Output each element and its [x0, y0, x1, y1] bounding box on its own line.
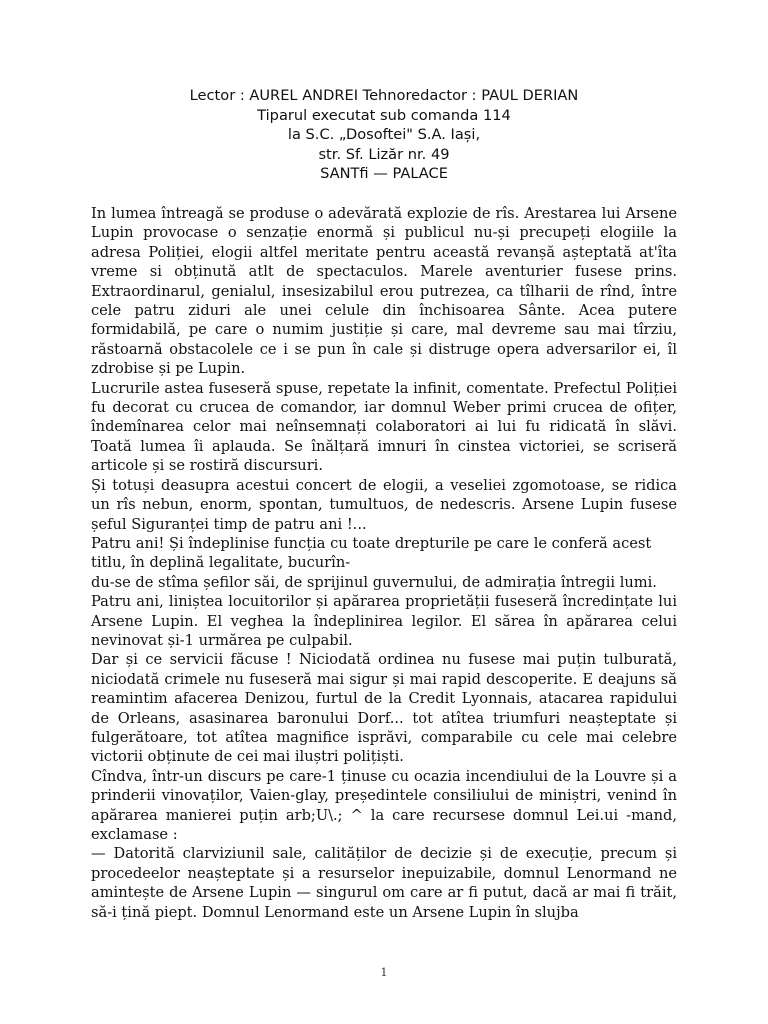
body-text — [91, 204, 677, 922]
paragraph: In lumea întreagă se produse o adevărată explozie de rîs. Arestarea lui Arsene Lupin provocase o senzație enormă și publicul nu-și precupeți elogiile la adresa Poliției, elogii altfel meritate pentru această revanșă așteptată at'îta vreme si obținută atlt de spectaculos. Marele aventurier fusese prins. Extraordinarul, genialul, insesizabilul erou putrezea, ca tîlharii de rînd, între cele patru ziduri ale unei celule din închisoarea Sânte. Acea putere formidabilă, pe care o numim justiție și care, mal devreme sau mai tîrziu, răstoarnă obstacolele ce i se pun în cale și distruge opera adversarilor ei, îl zdrobise și pe Lupin. — [91, 205, 677, 378]
credits-line-editors: Lector : AUREL ANDREI Tehnoredactor : PAUL DERIAN — [189, 87, 579, 104]
paragraph: Patru ani! Și îndeplinise funcția cu toate drepturile pe care le conferă acest titlu, în deplină legalitate, bucurîn- — [91, 534, 652, 572]
chapter-title: SANTfi — PALACE — [320, 165, 448, 183]
page-number: 1 — [380, 966, 388, 979]
paragraph: Dar și ce servicii făcuse ! Niciodată ordinea nu fusese mai puțin tulburată, niciodată crimele nu fuseseră mai sigur și mai rapid descoperite. E deajuns să reamintim afacerea Denizou, furtul de la Credit Lyonnais, atacarea rapidului de Orleans, asasinarea baronului Dorf... tot atîtea triumfuri neașteptate și fulgerătoare, tot atîtea magnifice isprăvi, comparabile cu cele mai celebre victorii obținute de cei mai iluștri polițiști. — [91, 651, 677, 766]
credits-line-address: str. Sf. Lizăr nr. 49 — [318, 145, 450, 163]
paragraph: — Datorită clarviziunil sale, calităților de decizie și de execuție, precum și procedeelor neașteptate și a resurselor inepuizabile, domnul Lenormand ne amintește de Arsene Lupin — singurul om care ar fi putut, dacă ar mai fi trăit, să-i țină piept. Domnul Lenormand este un Arsene Lupin în slujba — [91, 845, 677, 921]
paragraph: Cîndva, într-un discurs pe care-1 ținuse cu ocazia incendiului de la Louvre și a prinderii vinovaților, Vaien-glay, președintele consiliului de miniștri, venind în apărarea manierei puțin arb;U\.; ^ la care recursese domnul Lei.ui -mand, exclamase : — [91, 767, 677, 843]
credits-header — [0, 86, 768, 184]
paragraph: Patru ani, liniștea locuitorilor și apărarea proprietății fuseseră încredințate lui Arsene Lupin. El veghea la îndeplinirea legilor. El sărea în apărarea celui nevinovat și-1 urmărea pe culpabil. — [91, 593, 677, 649]
paragraph: Și totuși deasupra acestui concert de elogii, a veseliei zgomotoase, se ridica un rîs nebun, enorm, spontan, tumultuos, de nedescris. Arsene Lupin fusese șeful Siguranței timp de patru ani !... — [91, 476, 677, 533]
credits-line-printer: la S.C. „Dosoftei" S.A. Iași, — [287, 126, 481, 144]
paragraph: du-se de stîma șefilor săi, de sprijinul guvernului, de admirația întregii lumi. — [91, 573, 657, 591]
credits-line-print-order: Tiparul executat sub comanda 114 — [257, 106, 511, 124]
paragraph: Lucrurile astea fuseseră spuse, repetate la infinit, comentate. Prefectul Poliției fu decorat cu crucea de comandor, iar domnul Weber primi crucea de ofițer, îndemînarea celor mai neînsemnați colaboratori ai lui fu ridicată în slăvi. Toată lumea îi aplauda. Se înălțară imnuri în cinstea victoriei, se scriseră articole și se rostiră discursuri. — [91, 379, 677, 475]
